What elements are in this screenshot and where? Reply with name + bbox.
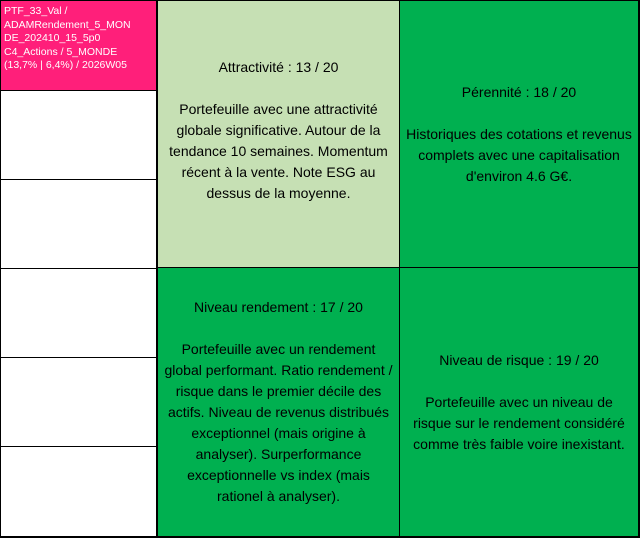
risque-description: Portefeuille avec un niveau de risque sur le rendement considéré comme très faible voire inexistant. <box>413 393 625 452</box>
attractivite-panel <box>158 1 400 268</box>
empty-cell <box>1 180 157 269</box>
rendement-panel <box>158 268 400 537</box>
rendement-heading: Niveau rendement : 17 / 20 <box>194 299 363 315</box>
portfolio-title <box>1 1 157 91</box>
portfolio-title-line: (13,7% | 6,4%) / 2026W05 <box>4 59 127 71</box>
perennite-heading: Pérennité : 18 / 20 <box>461 83 577 100</box>
empty-cell <box>1 447 157 537</box>
perennite-panel <box>400 1 639 268</box>
attractivite-description: Portefeuille avec une attractivité globale significative. Autour de la tendance 10 semaines. Momentum récent à la vente. Note ESG au dessus de la moyenne. <box>169 100 388 201</box>
portfolio-title-line: PTF_33_Val / <box>4 5 68 17</box>
empty-cell <box>1 269 157 358</box>
empty-cell <box>1 91 157 180</box>
portfolio-title-line: C4_Actions / 5_MONDE <box>4 45 118 58</box>
portfolio-title-line: ADAMRendement_5_MON <box>4 18 131 31</box>
risque-heading: Niveau de risque : 19 / 20 <box>439 351 599 368</box>
empty-cell <box>1 358 157 447</box>
risque-panel <box>400 268 639 537</box>
portfolio-title-line: DE_202410_15_5p0 <box>4 32 101 44</box>
attractivite-heading: Attractivité : 13 / 20 <box>218 58 339 75</box>
rendement-description: Portefeuille avec un rendement global performant. Ratio rendement / risque dans le premier décile des actifs. Niveau de revenus distribués exceptionnel (mais origine à analyser). Surperformance exceptionnelle vs index (mais rationel à analyser). <box>164 341 393 504</box>
perennite-description: Historiques des cotations et revenus complets avec une capitalisation d'environ 4.6 G€. <box>406 125 632 184</box>
